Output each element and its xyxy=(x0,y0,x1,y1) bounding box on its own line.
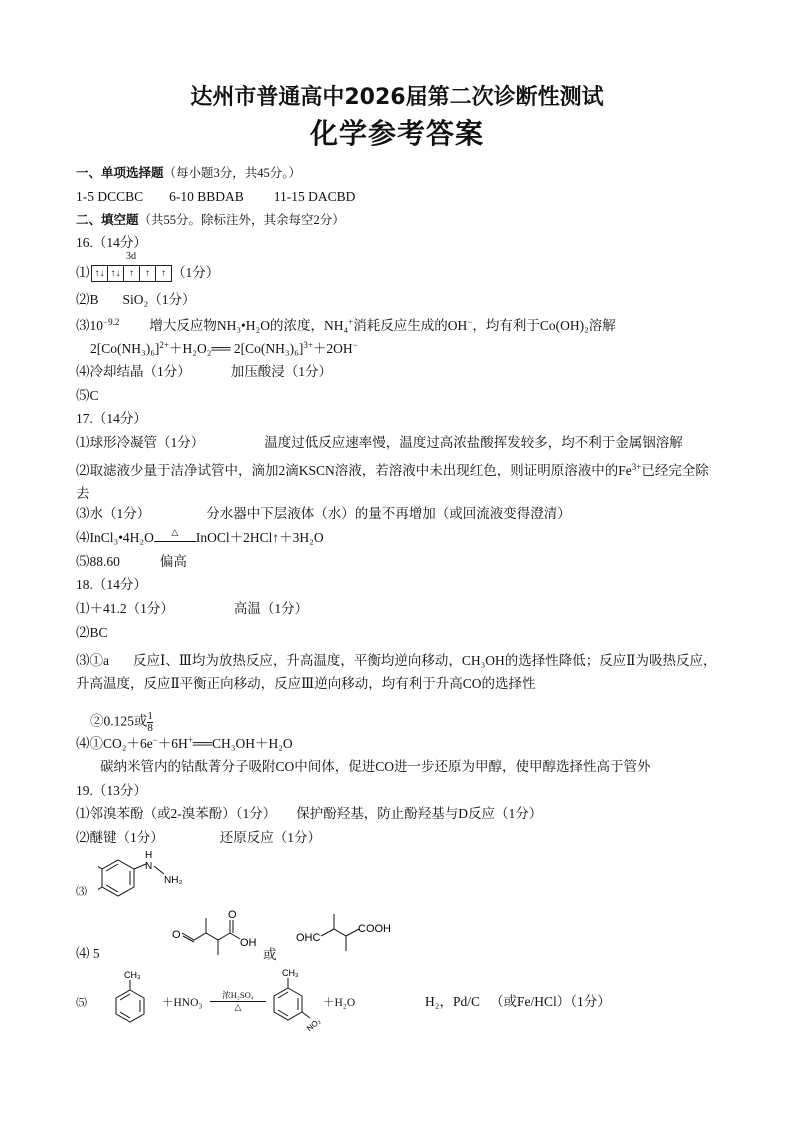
fraction-numerator: 1 xyxy=(147,710,153,722)
page-title: 达州市普通高中2026届第二次诊断性测试 xyxy=(190,85,604,110)
q17-p4-left: InCl₃•4H₂O xyxy=(89,530,154,545)
ohc-label: OHC xyxy=(296,932,321,944)
q16-p3-equation xyxy=(90,341,358,357)
q16-p2-answer-b: SiO₂ xyxy=(122,292,149,307)
q18-p1-answer-a: ＋41.2（1分） xyxy=(89,601,174,616)
orbital-box: ↑↓ xyxy=(108,266,124,281)
q18-p3-2-answer: ②0.125或 xyxy=(90,713,148,729)
q16-p3-answer-b2: 消耗反应生成的OH xyxy=(353,318,468,333)
q18-p4-1-eq-c: ══CH₃OH＋H₂O xyxy=(192,736,293,751)
ch3-label: CH₃ xyxy=(282,968,299,978)
q16-p5-answer: C xyxy=(89,388,99,403)
section-2-line xyxy=(76,212,345,228)
eq-mid: ＋H₂O₂ xyxy=(168,341,212,356)
q18-p3-2 xyxy=(90,711,153,734)
q16-p5 xyxy=(76,388,99,404)
q16-p3-answer-b: 增大反应物NH₃•H₂O的浓度，NH₄ xyxy=(149,318,349,333)
section-2-note: （共55分。除标注外，其余每空2分） xyxy=(138,213,345,227)
cond-top: 浓H₂SO₄ xyxy=(222,990,254,1000)
q16-p3 xyxy=(76,318,616,334)
q17-p3-answer-a: 水（1分） xyxy=(89,506,151,521)
q17-p2-end: 已经完全除去 xyxy=(76,463,709,501)
q17-p1-answer-b: 温度过低反应速率慢，温度过高浓盐酸挥发较多，均不利于金属铟溶解 xyxy=(264,435,683,450)
reaction-condition xyxy=(154,527,196,542)
q19-p5-reagent xyxy=(425,994,611,1010)
superscript: 3+ xyxy=(303,340,313,350)
q16-p4-answer-a: 冷却结晶（1分） xyxy=(89,364,191,379)
q17-p3 xyxy=(76,506,571,522)
q17-p2-text: 取滤液少量于洁净试管中，滴加2滴KSCN溶液，若溶液中未出现红色，则证明原溶液中的Fe xyxy=(89,463,632,478)
structure-aldehyde-acid-2 xyxy=(296,906,406,962)
q16-p2 xyxy=(76,292,195,308)
q19-p5-cond xyxy=(210,989,266,1013)
q16-p5-label: ⑸ xyxy=(76,388,90,403)
q16-p4 xyxy=(76,364,332,380)
q18-p2-label: ⑵ xyxy=(76,625,90,640)
q16-p1-label: ⑴ xyxy=(76,265,90,280)
q19-p4-label-line xyxy=(76,946,100,962)
q19-p1-answer-b: 保护酚羟基，防止酚羟基与D反应（1分） xyxy=(296,806,543,821)
q16-p3-answer-b3: ，均有利于Co(OH)₂溶解 xyxy=(472,318,616,333)
q17-p5 xyxy=(76,554,187,570)
q18-p3-1 xyxy=(76,649,720,695)
fraction xyxy=(147,711,153,734)
q18-p4-1 xyxy=(76,736,293,752)
q17-p4 xyxy=(76,527,324,546)
q19-p5-answer-c: （或Fe/HCl）（1分） xyxy=(489,994,611,1009)
superscript: − xyxy=(467,317,473,327)
q17-p5-answer-b: 偏高 xyxy=(159,554,187,569)
q18-p3-1-text: 反应Ⅰ、Ⅲ均为放热反应，升高温度，平衡均逆向移动，CH₃OH的选择性降低；反应Ⅱ为吸热反应，升高温度，反应Ⅱ平衡正向移动，反应Ⅲ逆向移动，均有利于升高CO的选择性 xyxy=(76,653,717,691)
q16-p2-answer-a: B xyxy=(89,292,99,307)
q16-p3-exponent: −9.2 xyxy=(103,317,120,327)
q16-p1-score: （1分） xyxy=(172,265,220,280)
section-1-note: （每小题3分，共45分。） xyxy=(163,166,302,180)
structure-toluene xyxy=(110,968,160,1028)
q17-header: 17.（14分） xyxy=(76,411,147,426)
superscript: + xyxy=(348,317,354,327)
q19-p5-plus1: ＋HNO₃ xyxy=(162,997,203,1009)
cooh-label: COOH xyxy=(358,923,391,935)
o-label: O xyxy=(172,929,181,941)
q19-p2-answer-a: 醚键（1分） xyxy=(89,830,164,845)
q18-p4-label: ⑷ xyxy=(76,736,90,751)
no2-label: NO₂ xyxy=(305,1016,323,1034)
q18-p2 xyxy=(76,625,108,641)
orbital-box: ↑ xyxy=(124,266,140,281)
q18-p3-label: ⑶ xyxy=(76,653,90,668)
oh-label: OH xyxy=(240,937,257,949)
superscript: − xyxy=(152,735,158,745)
orbital-box: ↑ xyxy=(161,268,166,279)
ch3-label: CH₃ xyxy=(124,970,141,980)
q17-p5-answer-a: 88.60 xyxy=(89,554,120,569)
eq-right: 2[Co(NH₃)₆] xyxy=(233,341,304,356)
superscript: + xyxy=(187,735,193,745)
q19-p4-label: ⑷ xyxy=(76,946,90,961)
q18-p4-1-eq: ①CO₂＋6e xyxy=(89,736,153,751)
q18-p1-label: ⑴ xyxy=(76,601,90,616)
section-1-line xyxy=(76,165,301,181)
page-subtitle: 化学参考答案 xyxy=(309,117,484,150)
answers-1-5: 1-5 DCCBC xyxy=(76,189,144,204)
n1-label: N xyxy=(145,861,153,872)
heat-symbol: △ xyxy=(171,527,179,537)
eq-left: 2[Co(NH₃)₆] xyxy=(90,341,160,356)
q17-p5-label: ⑸ xyxy=(76,554,90,569)
q19-p1 xyxy=(76,806,542,822)
q19-p2-label: ⑵ xyxy=(76,830,90,845)
q19-p5-plus2: ＋H₂O xyxy=(323,997,356,1009)
q16-p2-label: ⑵ xyxy=(76,292,90,307)
choice-answers xyxy=(76,189,355,205)
q17-p1-answer-a: 球形冷凝管（1分） xyxy=(89,435,205,450)
h-label: H xyxy=(145,850,153,861)
q19-p4-or: 或 xyxy=(263,947,277,962)
orbital-box: ↑ xyxy=(140,266,156,281)
q17-p4-right: InOCl＋2HCl↑＋3H₂O xyxy=(195,530,324,545)
structure-nitrotoluene xyxy=(268,966,328,1036)
q18-p1 xyxy=(76,601,308,617)
q19-p2 xyxy=(76,830,321,846)
q18-p4-1-eq-b: ＋6H xyxy=(157,736,188,751)
q17-p1-label: ⑴ xyxy=(76,435,90,450)
q16-p4-answer-b: 加压酸浸（1分） xyxy=(230,364,332,379)
q19-p5-label: ⑸ xyxy=(76,997,87,1009)
q19-p5-answer-b: H₂，Pd/C xyxy=(425,994,480,1009)
nh2-label: NH₂ xyxy=(164,875,183,886)
arrow-line xyxy=(210,1001,266,1002)
superscript: 2+ xyxy=(159,340,169,350)
section-1-heading: 一、单项选择题 xyxy=(76,165,164,180)
q18-p3-1-answer: ①a xyxy=(89,653,109,668)
q16-p3-label: ⑶ xyxy=(76,318,90,333)
structure-aldehyde-acid-1 xyxy=(172,908,262,964)
fraction-denominator: 8 xyxy=(147,722,153,734)
q16-p3-answer-a: 10 xyxy=(89,318,103,333)
q19-p1-label: ⑴ xyxy=(76,806,90,821)
q18-p1-answer-b: 高温（1分） xyxy=(233,601,309,616)
answers-11-15: 11-15 DACBD xyxy=(273,189,356,204)
q18-p2-answer: BC xyxy=(89,625,108,640)
q17-p3-answer-b: 分水器中下层液体（水）的量不再增加（或回流液变得澄清） xyxy=(206,506,571,521)
orbital-box: ↑↓ xyxy=(92,266,108,281)
section-2-heading: 二、填空题 xyxy=(76,212,139,227)
q19-p1-answer-a: 邻溴苯酚（或2-溴苯酚）（1分） xyxy=(89,806,277,821)
answers-6-10: 6-10 BBDAB xyxy=(169,189,244,204)
q18-p4-2: 碳纳米管内的钴酞菁分子吸附CO中间体，促进CO进一步还原为甲醇，使甲醇选择性高于管外 xyxy=(100,759,651,774)
superscript: − xyxy=(352,340,358,350)
q19-header: 19.（13分） xyxy=(76,783,147,798)
eq-arrow: ══ xyxy=(211,341,231,356)
orbital-diagram xyxy=(91,265,172,282)
q18-header: 18.（14分） xyxy=(76,577,147,592)
eq-right-2: ＋2OH xyxy=(312,341,353,356)
structure-hydrazine xyxy=(98,850,208,900)
q16-p2-score: （1分） xyxy=(148,292,196,307)
q16-header: 16.（14分） xyxy=(76,235,147,250)
q17-p4-label: ⑷ xyxy=(76,530,90,545)
cond-bottom: △ xyxy=(234,1002,242,1012)
q17-p2-label: ⑵ xyxy=(76,463,90,478)
superscript: 3+ xyxy=(631,462,642,472)
q17-p2 xyxy=(76,459,720,505)
q19-p2-answer-b: 还原反应（1分） xyxy=(219,830,321,845)
o-label: O xyxy=(228,909,237,921)
orbital-label: 3d xyxy=(126,251,136,262)
q16-p4-label: ⑷ xyxy=(76,364,90,379)
q19-p4-answer: 5 xyxy=(92,946,100,961)
q19-p3-label: ⑶ xyxy=(76,886,87,898)
q17-p1 xyxy=(76,435,683,451)
q17-p3-label: ⑶ xyxy=(76,506,90,521)
